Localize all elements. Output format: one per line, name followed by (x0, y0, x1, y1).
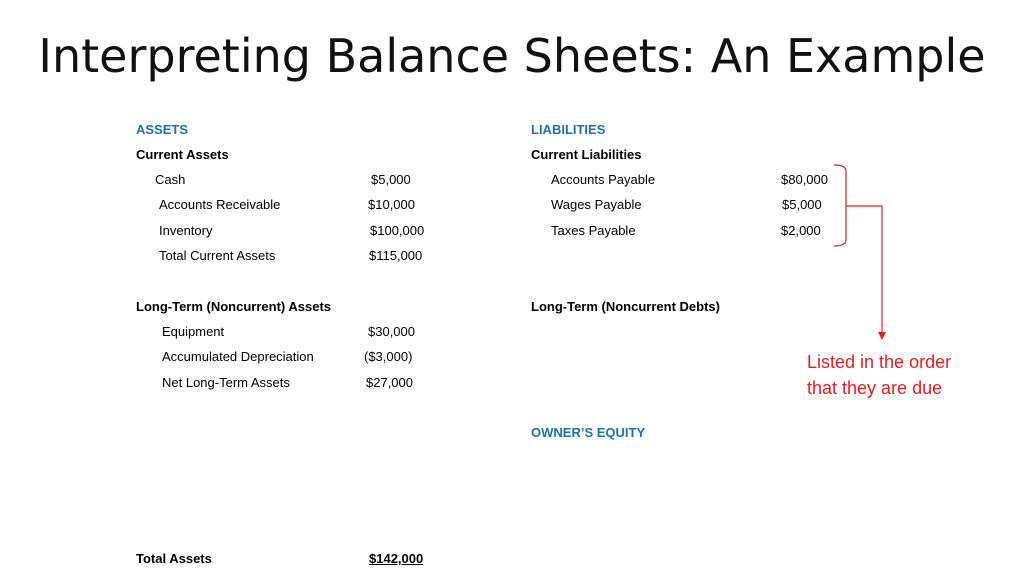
liability-value-accounts-payable: $80,000 (781, 172, 828, 187)
asset-label-accumulated-depreciation: Accumulated Depreciation (162, 349, 314, 364)
asset-label-total-current: Total Current Assets (159, 248, 276, 263)
asset-value-net-longterm: $27,000 (366, 375, 413, 390)
asset-value-accounts-receivable: $10,000 (368, 197, 415, 212)
annotation-note: Listed in the order that they are due (807, 352, 952, 398)
liabilities-heading: LIABILITIES (531, 122, 606, 137)
current-assets-heading: Current Assets (136, 147, 229, 162)
asset-value-cash: $5,000 (371, 172, 411, 187)
liability-label-wages-payable: Wages Payable (551, 197, 642, 212)
longterm-assets-heading: Long-Term (Noncurrent) Assets (136, 299, 332, 314)
liability-value-taxes-payable: $2,000 (781, 223, 821, 238)
current-liabilities-heading: Current Liabilities (531, 147, 642, 162)
asset-label-cash: Cash (155, 172, 186, 187)
asset-value-total-current: $115,000 (369, 248, 423, 263)
liability-value-wages-payable: $5,000 (782, 197, 822, 212)
asset-label-inventory: Inventory (159, 223, 213, 238)
asset-label-net-longterm: Net Long-Term Assets (162, 375, 290, 390)
slide-title: Interpreting Balance Sheets: An Example (38, 29, 986, 83)
liability-label-accounts-payable: Accounts Payable (551, 172, 656, 187)
owners-equity-heading: OWNER’S EQUITY (531, 425, 646, 440)
asset-label-accounts-receivable: Accounts Receivable (159, 197, 281, 212)
asset-label-equipment: Equipment (162, 324, 225, 339)
asset-value-accumulated-depreciation: ($3,000) (364, 349, 413, 364)
total-assets-label: Total Assets (136, 551, 212, 566)
total-assets-value: $142,000 (369, 551, 424, 566)
arrow-head-icon (878, 332, 886, 340)
asset-value-equipment: $30,000 (368, 324, 415, 339)
assets-heading: ASSETS (136, 122, 189, 137)
liability-label-taxes-payable: Taxes Payable (551, 223, 636, 238)
asset-value-inventory: $100,000 (370, 223, 425, 238)
longterm-debts-heading: Long-Term (Noncurrent Debts) (531, 299, 720, 314)
bracket-shape (834, 165, 846, 246)
